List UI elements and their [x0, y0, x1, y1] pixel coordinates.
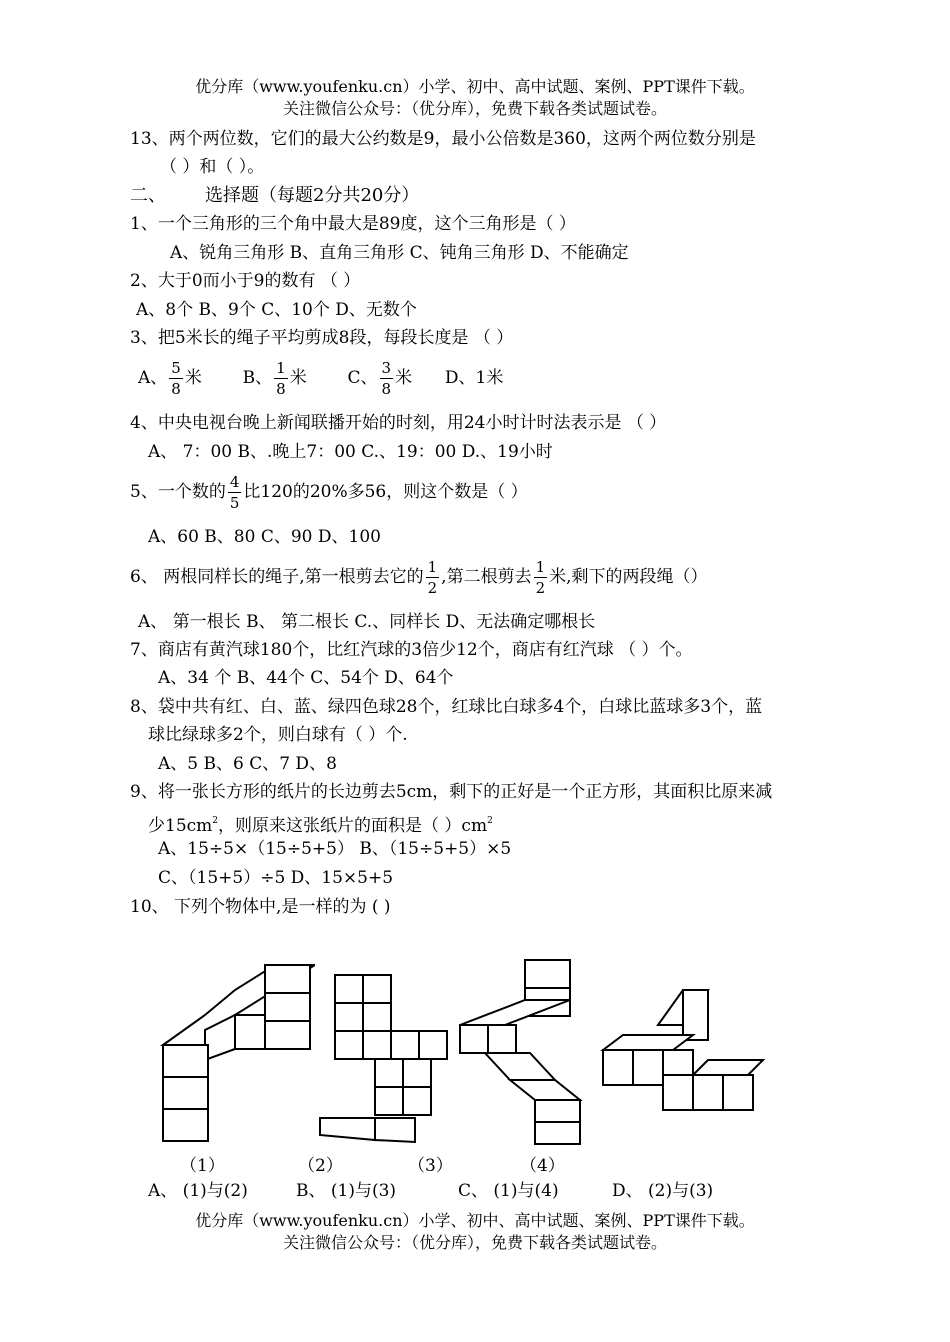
question-10-option-c: C、 (1)与(4) — [458, 1181, 559, 1201]
footer-line-2: 关注微信公众号：（优分库），免费下载各类试题试卷。 — [282, 1233, 667, 1252]
section-number: 二、 — [130, 185, 166, 206]
option-b-label: B、 — [242, 368, 273, 388]
fraction-3-8: $\frac{3}{8}$ — [381, 359, 392, 398]
question-9-line-2: 少$15cm^2$，则原来这张纸片的面积是（ ）$cm^2$ — [148, 816, 493, 836]
option-d: D、1米 — [444, 368, 504, 388]
question-10-stem: 10、 下列个物体中,是一样的为 ( ) — [130, 897, 391, 917]
question-7-options: A、34 个 B、44个 C、54个 D、64个 — [158, 668, 454, 688]
question-4-stem: 4、中央电视台晚上新闻联播开始的时刻，用24小时计时法表示是 （ ） — [130, 413, 667, 433]
question-10-option-a: A、 (1)与(2) — [148, 1181, 248, 1201]
figure-2-caption: （2） — [298, 1156, 343, 1176]
fraction-1-8: $\frac{1}{8}$ — [276, 359, 286, 398]
question-3-stem: 3、把5米长的绳子平均剪成8段，每段长度是 （ ） — [130, 328, 514, 348]
question-9-options-ab: A、15÷5×（15÷5+5） B、（15÷5+5）×5 — [158, 839, 512, 859]
figure-4-cube-shape — [598, 985, 768, 1115]
option-a-label: A、 — [138, 368, 168, 388]
question-10-option-b: B、 (1)与(3) — [296, 1181, 397, 1201]
figure-1-caption: （1） — [180, 1156, 225, 1176]
header-line-1: 优分库（www.youfenku.cn）小学、初中、高中试题、案例、PPT课件下载。 — [195, 77, 755, 96]
question-8-options: A、5 B、6 C、7 D、8 — [158, 754, 337, 774]
figure-2-cube-shape — [315, 970, 450, 1145]
fraction-5-8: $\frac{5}{8}$ — [171, 359, 181, 398]
option-c-label: C、 — [347, 368, 378, 388]
question-7-stem: 7、商店有黄汽球180个，比红汽球的3倍少12个，商店有红汽球 （ ）个。 — [130, 640, 693, 660]
question-5-options: A、60 B、80 C、90 D、100 — [148, 527, 381, 547]
question-1-stem: 1、一个三角形的三个角中最大是89度，这个三角形是（ ） — [130, 214, 576, 234]
question-9-line-1: 9、将一张长方形的纸片的长边剪去5cm，剩下的正好是一个正方形，其面积比原来减 — [130, 782, 773, 802]
question-2-options: A、8个 B、9个 C、10个 D、无数个 — [136, 300, 417, 320]
question-8-line-1: 8、袋中共有红、白、蓝、绿四色球28个，红球比白球多4个，白球比蓝球多3个，蓝 — [130, 697, 763, 717]
question-4-options: A、 7：00 B、.晚上7：00 C.、19：00 D.、19小时 — [148, 442, 553, 462]
question-8-line-2: 球比绿球多2个，则白球有（ ）个. — [148, 725, 408, 745]
figure-4-caption: （4） — [520, 1156, 565, 1176]
footer-line-1: 优分库（www.youfenku.cn）小学、初中、高中试题、案例、PPT课件下载。 — [195, 1211, 755, 1230]
fraction-1-2-second: $\frac{1}{2}$ — [535, 558, 546, 597]
section-title: 选择题（每题2分共20分） — [205, 185, 420, 206]
question-13-line-1: 13、两个两位数，它们的最大公约数是9，最小公倍数是360，这两个两位数分别是 — [130, 129, 756, 149]
question-10-option-d: D、 (2)与(3) — [612, 1181, 714, 1201]
figure-1-cube-shape — [155, 950, 315, 1145]
question-5-stem: 5、一个数的 $\frac{4}{5}$ 比120的20%多56，则这个数是（ ） — [130, 473, 528, 512]
header-line-2: 关注微信公众号：（优分库），免费下载各类试题试卷。 — [282, 99, 667, 118]
question-1-options: A、锐角三角形 B、直角三角形 C、钝角三角形 D、不能确定 — [170, 243, 629, 263]
question-2-stem: 2、大于0而小于9的数有 （ ） — [130, 271, 361, 291]
fraction-4-5: $\frac{4}{5}$ — [229, 473, 240, 512]
question-6-options: A、 第一根长 B、 第二根长 C.、同样长 D、无法确定哪根长 — [138, 612, 596, 632]
question-6-stem: 6、 两根同样长的绳子,第一根剪去它的 $\frac{1}{2}$ ,第二根剪去 $\frac{1}{2}$ 米,剩下的两段绳（） — [130, 558, 708, 597]
question-3-options: A、 $\frac{5}{8}$ 米 B、 $\frac{1}{8}$ 米 C、 $\frac{3}{8}$ 米 D、1米 — [138, 359, 504, 398]
fraction-1-2-first: $\frac{1}{2}$ — [427, 558, 438, 597]
figure-3-cube-shape — [455, 950, 590, 1150]
figure-3-caption: （3） — [408, 1156, 453, 1176]
question-13-line-2: （ ）和（ ）。 — [160, 157, 265, 177]
question-9-options-cd: C、（15+5）÷5 D、15×5+5 — [158, 868, 394, 888]
